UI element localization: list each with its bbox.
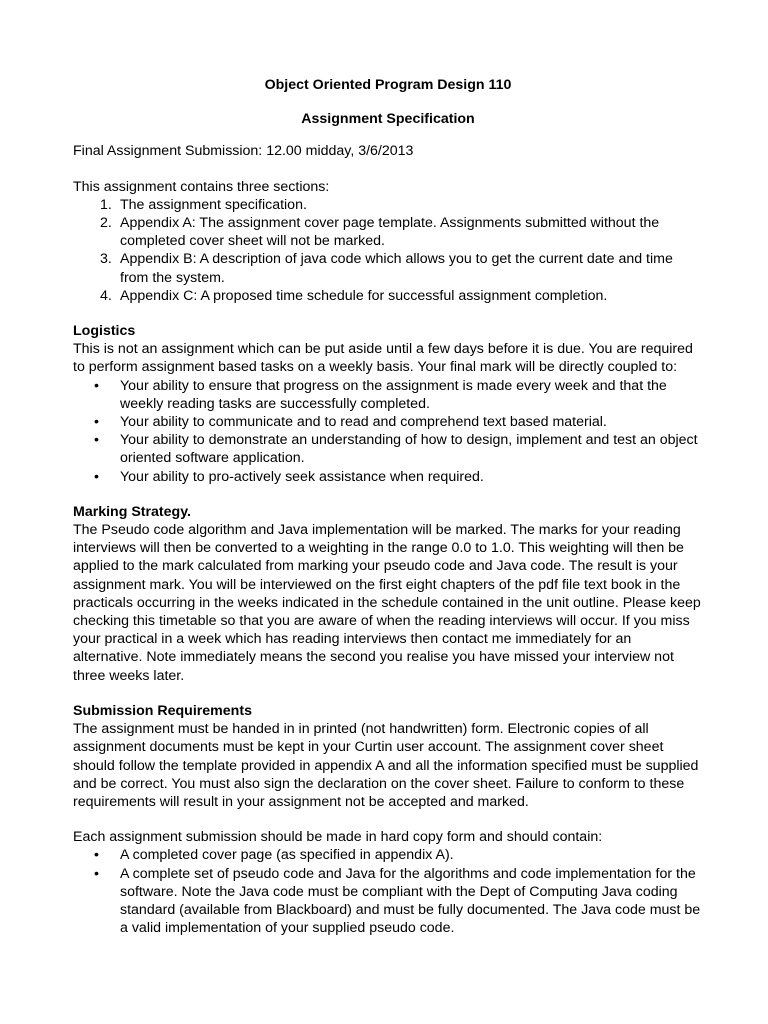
list-item-text: Appendix C: A proposed time schedule for successful assignment completion. [120,287,608,304]
submission-contents-intro: Each assignment submission should be made in hard copy form and should contain: [73,829,603,846]
bullet-icon: • [94,377,99,394]
list-item-text: Appendix A: The assignment cover page template. Assignments submitted without the completed cover sheet will not be marked. [120,215,660,250]
logistics-heading: Logistics [73,323,136,340]
document-page [73,76,703,937]
list-item-text: Appendix B: A description of java code which allows you to get the current date and time from the system. [120,251,673,286]
list-item-text: A complete set of pseudo code and Java for the algorithms and code implementation for the software. Note the Java code must be compliant with the Dept of Computing Java coding standard (available from Blackboard) and must be fully documented. The Java code must be a valid implementation of your supplied pseudo code. [120,865,701,937]
list-item-text: A completed cover page (as specified in appendix A). [120,847,454,864]
course-title: Object Oriented Program Design 110 [264,77,512,93]
submission-list [73,846,703,937]
list-item [73,250,703,286]
list-number: 1. [100,196,112,213]
list-item [73,468,703,486]
bullet-icon: • [94,847,99,864]
list-item-text: Your ability to ensure that progress on the assignment is made every week and that the weekly reading tasks are successfully completed. [120,377,667,412]
bullet-icon: • [94,468,99,485]
sections-list [73,196,703,305]
list-item [73,846,703,864]
bullet-icon: • [94,414,99,431]
list-item-text: The assignment specification. [120,196,307,213]
list-item-text: Your ability to communicate and to read and comprehend text based material. [120,414,607,431]
submission-body: The assignment must be handed in in printed (not handwritten) form. Electronic copies of all assignment documents must be kept in your Curtin user account. The assignment cover sheet should follow the template provided in appendix A and all the information specified must be supplied and be correct. You must also sign the declaration on the cover sheet. Failure to conform to these requirements will result in your assignment not be accepted and marked. [73,721,699,810]
list-item [73,377,703,413]
bullet-icon: • [94,865,99,882]
list-number: 2. [100,215,112,232]
list-item [73,214,703,250]
list-number: 4. [100,287,112,304]
marking-heading: Marking Strategy. [73,503,191,520]
logistics-list [73,377,703,486]
list-item [73,196,703,214]
list-item [73,431,703,467]
submission-heading: Submission Requirements [73,702,252,719]
submission-deadline: Final Assignment Submission: 12.00 midday, 3/6/2013 [73,143,414,160]
list-number: 3. [100,251,112,268]
list-item [73,287,703,305]
logistics-body: This is not an assignment which can be put aside until a few days before it is due. You are required to perform assignment based tasks on a weekly basis. Your final mark will be directly coupled to: [73,341,693,376]
marking-body: The Pseudo code algorithm and Java implementation will be marked. The marks for your reading interviews will then be converted to a weighting in the range 0.0 to 1.0. This weighting will then be applied to the mark calculated from marking your pseudo code and Java code. The result is your assignment mark. You will be interviewed on the first eight chapters of the pdf file text book in the practicals occurring in the weeks indicated in the schedule contained in the unit outline. Please keep checking this timetable so that you are aware of when the reading interviews will occur. If you miss your practical in a week which has reading interviews then contact me immediately for an alternative. Note immediately means the second you realise you have missed your interview not three weeks later. [73,522,701,684]
list-item [73,865,703,938]
list-item-text: Your ability to pro-actively seek assistance when required. [120,468,484,485]
list-item-text: Your ability to demonstrate an understanding of how to design, implement and test an object oriented software application. [120,432,698,467]
sections-intro: This assignment contains three sections: [73,178,330,195]
list-item [73,413,703,431]
document-title: Assignment Specification [301,111,475,128]
bullet-icon: • [94,432,99,449]
